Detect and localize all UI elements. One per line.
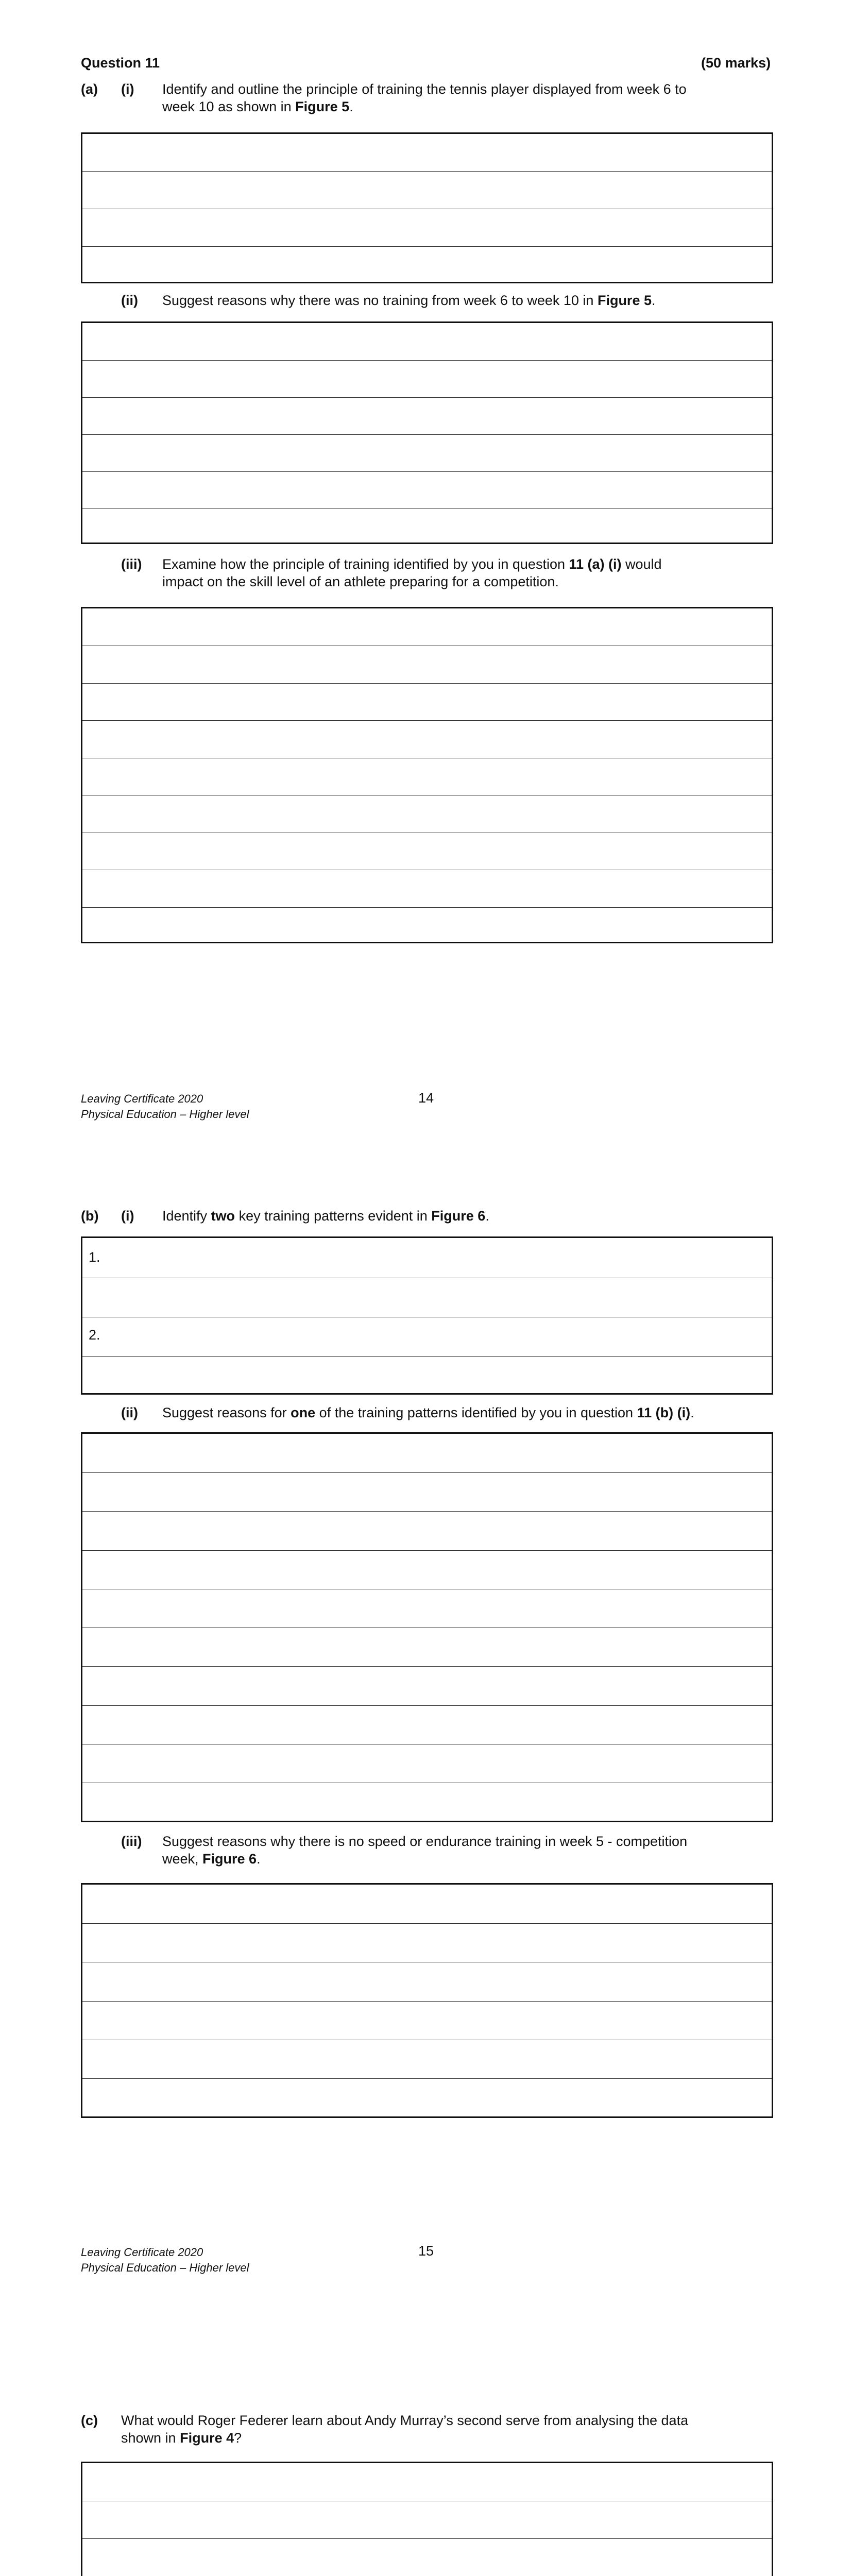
answer-box-a-i[interactable] bbox=[81, 132, 773, 283]
footer-line-1: Leaving Certificate 2020 bbox=[81, 1092, 203, 1105]
part-a-label: (a) bbox=[81, 81, 98, 97]
part-b-label: (b) bbox=[81, 1208, 99, 1224]
answer-line bbox=[82, 2538, 772, 2539]
a-iii-line-1: Examine how the principle of training identified by you in question 11 (a) (i) would bbox=[162, 556, 662, 572]
a-iii-number: (iii) bbox=[121, 556, 142, 572]
a-i-number: (i) bbox=[121, 81, 134, 97]
footer-line-2: Physical Education – Higher level bbox=[81, 2261, 249, 2274]
a-iii-line-2: impact on the skill level of an athlete preparing for a competition. bbox=[162, 574, 559, 589]
answer-label-2: 2. bbox=[89, 1327, 100, 1343]
answer-label-1: 1. bbox=[89, 1249, 100, 1265]
answer-box-a-ii[interactable] bbox=[81, 321, 773, 544]
answer-box-b-i[interactable] bbox=[81, 1236, 773, 1395]
a-i-line-2: week 10 as shown in Figure 5. bbox=[162, 99, 353, 114]
b-iii-line-2: week, Figure 6. bbox=[162, 1851, 261, 1867]
b-ii-number: (ii) bbox=[121, 1405, 138, 1420]
a-ii-question: Suggest reasons why there was no training from week 6 to week 10 in Figure 5. bbox=[162, 293, 656, 308]
a-i-line-1: Identify and outline the principle of training the tennis player displayed from week 6 to bbox=[162, 81, 687, 97]
answer-box-a-iii[interactable] bbox=[81, 607, 773, 943]
question-title: Question 11 bbox=[81, 55, 160, 71]
c-line-1: What would Roger Federer learn about Andy Murray’s second serve from analysing the data bbox=[121, 2413, 689, 2428]
b-iii-number: (iii) bbox=[121, 1834, 142, 1849]
b-iii-line-1: Suggest reasons why there is no speed or endurance training in week 5 - competition bbox=[162, 1834, 688, 1849]
b-iii-question bbox=[162, 1833, 687, 1868]
a-ii-number: (ii) bbox=[121, 293, 138, 308]
answer-box-c[interactable] bbox=[81, 2462, 773, 2576]
footer-page-15 bbox=[81, 2245, 249, 2276]
b-i-number: (i) bbox=[121, 1208, 134, 1224]
answer-box-b-ii[interactable] bbox=[81, 1432, 773, 1822]
b-ii-question: Suggest reasons for one of the training patterns identified by you in question 11 (b) (i). bbox=[162, 1405, 694, 1420]
c-question bbox=[121, 2412, 688, 2447]
part-c-label: (c) bbox=[81, 2413, 98, 2428]
footer-line-1: Leaving Certificate 2020 bbox=[81, 2246, 203, 2259]
b-i-question: Identify two key training patterns evident in Figure 6. bbox=[162, 1208, 489, 1224]
page-number-15: 15 bbox=[418, 2243, 434, 2259]
footer-line-2: Physical Education – Higher level bbox=[81, 1108, 249, 1121]
a-i-question bbox=[162, 80, 687, 115]
a-iii-question bbox=[162, 555, 662, 590]
page-number-14: 14 bbox=[418, 1090, 434, 1106]
question-marks: (50 marks) bbox=[701, 55, 771, 71]
c-line-2: shown in Figure 4? bbox=[121, 2430, 242, 2446]
footer-page-14 bbox=[81, 1091, 249, 1122]
answer-box-b-iii[interactable] bbox=[81, 1883, 773, 2118]
